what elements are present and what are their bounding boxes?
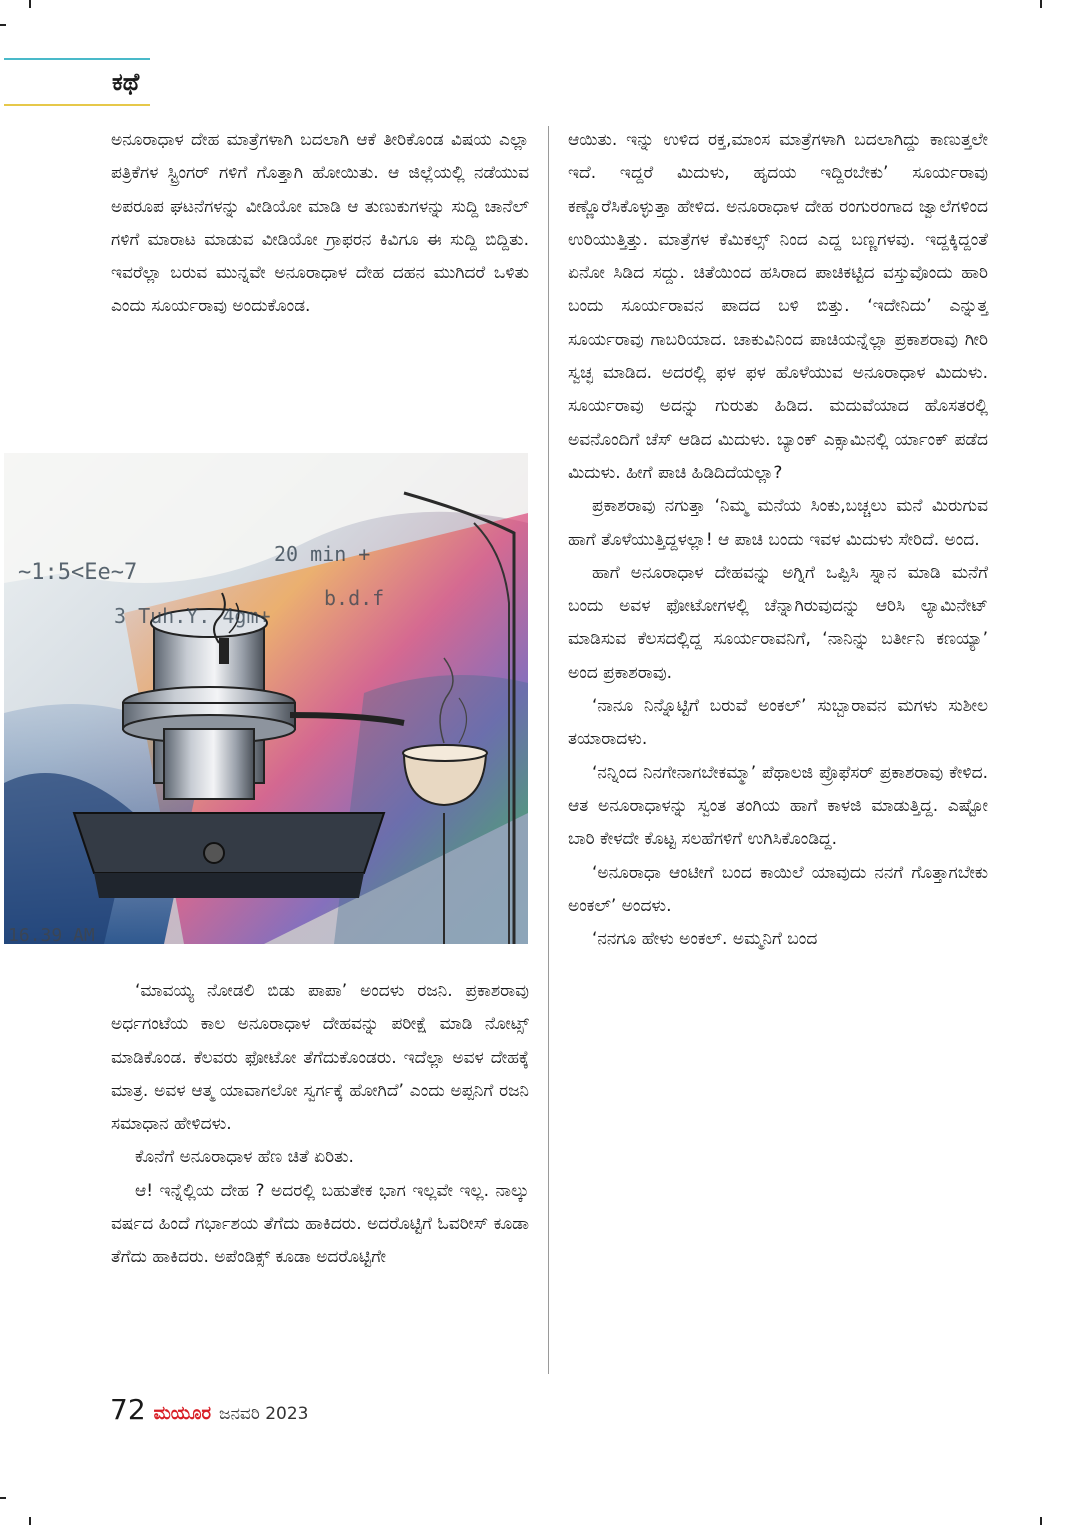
scribble-text: 3 Tuh.Y. 4gm+ xyxy=(114,604,271,628)
section-rule-top xyxy=(4,58,150,60)
page-number: 72 xyxy=(110,1393,146,1426)
paragraph: ‘ನನ್ನಿಂದ ನಿನಗೇನಾಗಬೇಕಮ್ಮಾ’ ಪೆಥಾಲಜಿ ಪ್ರೊಫೆಸರ್ ಪ್ರಕಾಶರಾವು ಕೇಳಿದ. ಆತ ಅನೂರಾಧಾಳನ್ನು ಸ್ವಂತ ತಂಗಿಯ ಹಾಗೆ ಕಾಳಜಿ ಮಾಡುತ್ತಿದ್ದ. ಎಷ್ಟೋ ಬಾರಿ ಕೇಳದೇ ಕೊಟ್ಟ ಸಲಹೆಗಳಿಗೆ ಉಗಿಸಿಕೊಂಡಿದ್ದ. xyxy=(568,762,988,850)
paragraph: ಹಾಗೆ ಅನೂರಾಧಾಳ ದೇಹವನ್ನು ಅಗ್ನಿಗೆ ಒಪ್ಪಿಸಿ ಸ್ನಾನ ಮಾಡಿ ಮನೆಗೆ ಬಂದು ಅವಳ ಫೋಟೋಗಳಲ್ಲಿ ಚೆನ್ನಾಗಿರುವುದನ್ನು ಆರಿಸಿ ಲ್ಯಾಮಿನೇಟ್ ಮಾಡಿಸುವ ಕೆಲಸದಲ್ಲಿದ್ದ ಸೂರ್ಯರಾವನಿಗೆ, ‘ನಾನಿನ್ನು ಬರ್ತೀನಿ ಕಣಯ್ಯಾ’ ಅಂದ ಪ್ರಕಾಶರಾವು. xyxy=(568,562,988,683)
issue-date: ಜನವರಿ 2023 xyxy=(219,1404,309,1424)
crop-mark xyxy=(29,1517,31,1525)
crop-mark xyxy=(1040,0,1042,8)
crop-mark xyxy=(0,1497,6,1499)
paragraph: ಆ! ಇನ್ನೆಲ್ಲಿಯ ದೇಹ ? ಅದರಲ್ಲಿ ಬಹುತೇಕ ಭಾಗ ಇಲ್ಲವೇ ಇಲ್ಲ. ನಾಲ್ಕು ವರ್ಷದ ಹಿಂದೆ ಗರ್ಭಾಶಯ ತೆಗೆದು ಹಾಕಿದರು. ಅದರೊಟ್ಟಿಗೆ ಓವರೀಸ್ ಕೂಡಾ ತೆಗೆದು ಹಾಕಿದರು. ಅಪೆಂಡಿಕ್ಸ್ ಕೂಡಾ ಅದರೊಟ್ಟಿಗೇ xyxy=(111,1180,529,1268)
paragraph: ಪ್ರಕಾಶರಾವು ನಗುತ್ತಾ ‘ನಿಮ್ಮ ಮನೆಯ ಸಿಂಕು,ಬಚ್ಚಲು ಮನೆ ಮಿರುಗುವ ಹಾಗೆ ತೊಳೆಯುತ್ತಿದ್ದಳಲ್ಲಾ! ಆ ಪಾಚಿ ಬಂದು ಇವಳ ಮಿದುಳು ಸೇರಿದೆ. ಅಂದ. xyxy=(568,496,988,550)
left-column-bottom xyxy=(111,975,529,1275)
column-divider xyxy=(548,126,549,1374)
right-column xyxy=(568,124,988,956)
pressure-cooker-illustration xyxy=(4,453,528,944)
paragraph: ‘ನಾನೂ ನಿನ್ನೊಟ್ಟಿಗೆ ಬರುವೆ ಅಂಕಲ್’ ಸುಬ್ಬಾರಾವನ ಮಗಳು ಸುಶೀಲ ತಯಾರಾದಳು. xyxy=(568,696,988,750)
paragraph: ಕೊನೆಗೆ ಅನೂರಾಧಾಳ ಹೆಣ ಚಿತೆ ಏರಿತು. xyxy=(135,1147,354,1168)
crop-mark xyxy=(29,0,31,8)
corner-scribble-text: 16.39 AM xyxy=(8,925,95,944)
section-rule-bottom xyxy=(4,104,150,106)
scribble-text: b.d.f xyxy=(324,586,385,610)
magazine-logo: ಮಯೂರ xyxy=(153,1403,212,1424)
story-illustration xyxy=(4,453,528,944)
scribble-text: 20 min + xyxy=(274,542,371,566)
paragraph: ಆಯಿತು. ಇನ್ನು ಉಳಿದ ರಕ್ತ,ಮಾಂಸ ಮಾತ್ರೆಗಳಾಗಿ ಬದಲಾಗಿದ್ದು ಕಾಣುತ್ತಲೇ ಇದೆ. ಇದ್ದರೆ ಮಿದುಳು, ಹೃದಯ ಇದ್ದಿರಬೇಕು’ ಸೂರ್ಯರಾವು ಕಣ್ಣೊರೆಸಿಕೊಳ್ಳುತ್ತಾ ಹೇಳಿದ. ಅನೂರಾಧಾಳ ದೇಹ ರಂಗುರಂಗಾದ ಜ್ವಾಲೆಗಳಿಂದ ಉರಿಯುತ್ತಿತ್ತು. ಮಾತ್ರೆಗಳ ಕೆಮಿಕಲ್ಸ್ ನಿಂದ ಎದ್ದ ಬಣ್ಣಗಳವು. ಇದ್ದಕ್ಕಿದ್ದಂತೆ ಏನೋ ಸಿಡಿದ ಸದ್ದು. ಚಿತೆಯಿಂದ ಹಸಿರಾದ ಪಾಚಿಕಟ್ಟಿದ ವಸ್ತುವೊಂದು ಹಾರಿ ಬಂದು ಸೂರ್ಯರಾವನ ಪಾದದ ಬಳಿ ಬಿತ್ತು. ‘ಇದೇನಿದು’ ಎನ್ನುತ್ತ ಸೂರ್ಯರಾವು ಗಾಬರಿಯಾದ. ಚಾಕುವಿನಿಂದ ಪಾಚಿಯನ್ನೆಲ್ಲಾ ಪ್ರಕಾಶರಾವು ಗೀರಿ ಸ್ವಚ್ಛ ಮಾಡಿದ. ಅದರಲ್ಲಿ ಫಳ ಫಳ ಹೊಳೆಯುವ ಅನೂರಾಧಾಳ ಮಿದುಳು. ಸೂರ್ಯರಾವು ಅದನ್ನು ಗುರುತು ಹಿಡಿದ. ಮದುವೆಯಾದ ಹೊಸತರಲ್ಲಿ ಅವನೊಂದಿಗೆ ಚೆಸ್ ಆಡಿದ ಮಿದುಳು. ಬ್ಯಾಂಕ್ ಎಕ್ಸಾಮಿನಲ್ಲಿ ರ್ಯಾಂಕ್ ಪಡೆದ ಮಿದುಳು. ಹೀಗೆ ಪಾಚಿ ಹಿಡಿದಿದೆಯಲ್ಲಾ? xyxy=(568,130,988,483)
paragraph: ‘ನನಗೂ ಹೇಳು ಅಂಕಲ್. ಅಮ್ಮನಿಗೆ ಬಂದ xyxy=(592,929,818,950)
crop-mark xyxy=(0,24,6,26)
paragraph: ಅನೂರಾಧಾಳ ದೇಹ ಮಾತ್ರೆಗಳಾಗಿ ಬದಲಾಗಿ ಆಕೆ ತೀರಿಕೊಂಡ ವಿಷಯ ಎಲ್ಲಾ ಪತ್ರಿಕೆಗಳ ಸ್ಟ್ರಿಂಗರ್ ಗಳಿಗೆ ಗೊತ್ತಾಗಿ ಹೋಯಿತು. ಆ ಜಿಲ್ಲೆಯಲ್ಲಿ ನಡೆಯುವ ಅಪರೂಪ ಘಟನೆಗಳನ್ನು ವೀಡಿಯೋ ಮಾಡಿ ಆ ತುಣುಕುಗಳನ್ನು ಸುದ್ದಿ ಚಾನೆಲ್ ಗಳಿಗೆ ಮಾರಾಟ ಮಾಡುವ ವೀಡಿಯೋ ಗ್ರಾಫರನ ಕಿವಿಗೂ ಈ ಸುದ್ದಿ ಬಿದ್ದಿತು. ಇವರೆಲ್ಲಾ ಬರುವ ಮುನ್ನವೇ ಅನೂರಾಧಾಳ ದೇಹ ದಹನ ಮುಗಿದರೆ ಒಳಿತು ಎಂದು ಸೂರ್ಯರಾವು ಅಂದುಕೊಂಡ. xyxy=(111,130,529,317)
left-column-top xyxy=(111,124,529,324)
section-title: ಕಥೆ xyxy=(112,68,140,96)
page-footer xyxy=(110,1393,308,1429)
crop-mark xyxy=(1040,1517,1042,1525)
paragraph: ‘ಮಾವಯ್ಯ ನೋಡಲಿ ಬಿಡು ಪಾಪಾ’ ಅಂದಳು ರಜನಿ. ಪ್ರಕಾಶರಾವು ಅರ್ಧಗಂಟೆಯ ಕಾಲ ಅನೂರಾಧಾಳ ದೇಹವನ್ನು ಪರೀಕ್ಷೆ ಮಾಡಿ ನೋಟ್ಸ್ ಮಾಡಿಕೊಂಡ. ಕೆಲವರು ಫೋಟೋ ತೆಗೆದುಕೊಂಡರು. ಇದೆಲ್ಲಾ ಅವಳ ದೇಹಕ್ಕೆ ಮಾತ್ರ. ಅವಳ ಆತ್ಮ ಯಾವಾಗಲೋ ಸ್ವರ್ಗಕ್ಕೆ ಹೋಗಿದೆ’ ಎಂದು ಅಪ್ಪನಿಗೆ ರಜನಿ ಸಮಾಧಾನ ಹೇಳಿದಳು. xyxy=(111,981,529,1135)
paragraph: ‘ಅನೂರಾಧಾ ಆಂಟೀಗೆ ಬಂದ ಕಾಯಿಲೆ ಯಾವುದು ನನಗೆ ಗೊತ್ತಾಗಬೇಕು ಅಂಕಲ್’ ಅಂದಳು. xyxy=(568,862,988,916)
scribble-text: ~1:5<Ee~7 xyxy=(18,560,138,585)
